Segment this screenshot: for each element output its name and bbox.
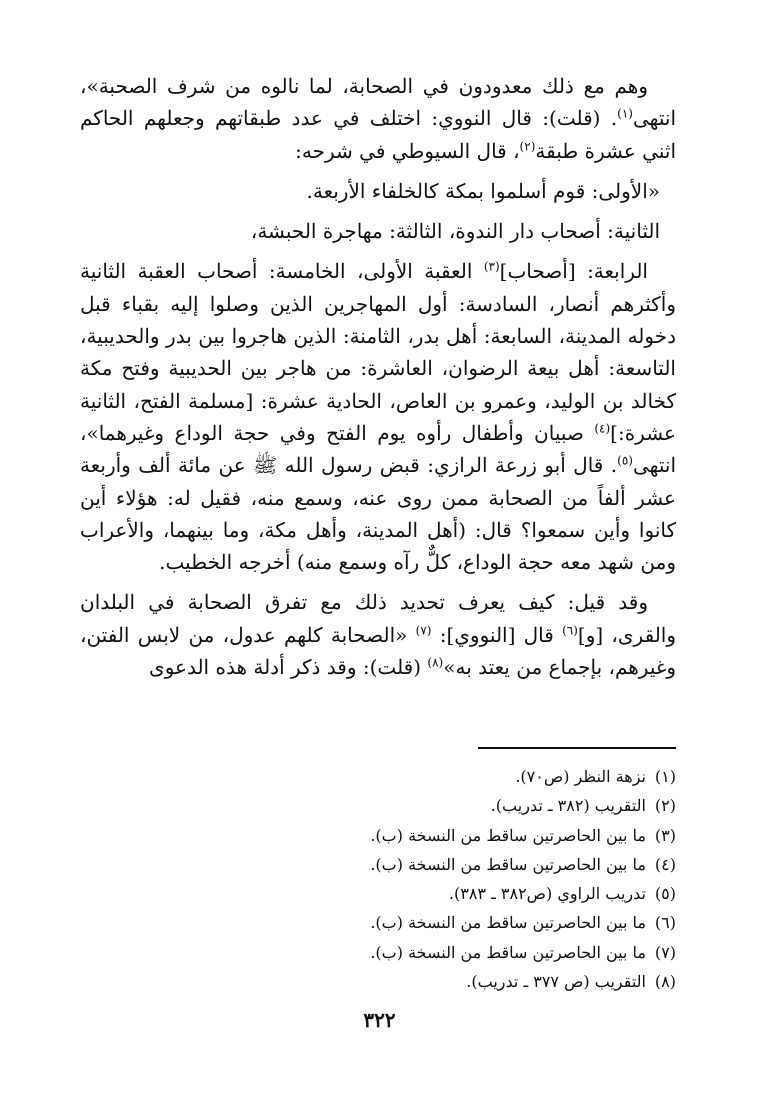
footnote-text: ما بين الحاصرتين ساقط من النسخة (ب). [370, 942, 646, 962]
footnote-item [80, 908, 676, 937]
page-number: ٣٢٢ [363, 1008, 396, 1032]
paragraph [80, 175, 676, 207]
footnote-marker: (٢) [519, 138, 536, 153]
footnote-separator [478, 747, 676, 749]
text-segment: «الأولى: قوم أسلموا بمكة كالخلفاء الأربعة. [306, 178, 660, 203]
footnote-number: (٧) [654, 942, 676, 962]
text-segment: ، قال السيوطي في شرحه: [295, 138, 520, 163]
footnote-text: التقريب (ص ٣٧٧ ـ تدريب). [466, 972, 646, 992]
footnote-number: (٦) [654, 913, 676, 933]
footnote-item [80, 879, 676, 908]
text-segment: الرابعة: [أصحاب] [499, 259, 648, 284]
paragraph [80, 70, 676, 167]
footnote-marker: (٣) [483, 259, 500, 274]
footnote-marker: (٤) [594, 421, 611, 436]
text-segment: قال [النووي]: [431, 622, 563, 647]
footnote-marker: (٧) [415, 623, 432, 638]
footnote-text: ما بين الحاصرتين ساقط من النسخة (ب). [370, 913, 646, 933]
footnote-marker: (٥) [617, 453, 633, 468]
text-segment: وقد قيل: كيف يعرف تحديد ذلك مع تفرق الصحابة في البلدان والقرى، [و] [80, 590, 677, 647]
footnote-number: (٨) [654, 972, 676, 992]
footnote-text: ما بين الحاصرتين ساقط من النسخة (ب). [370, 854, 646, 874]
footnote-item [80, 967, 676, 996]
text-segment: . قال أبو زرعة الرازي: قبض رسول الله ﷺ عن مائة ألف وأربعة عشر ألفاً من الصحابة ممن روى عنه، وسمع منه، فقيل له: هؤلاء أين كانوا وأين سمعوا؟ قال: (أهل المدينة، وأهل مكة، وما بينهما، والأعراب ومن شهد معه حجة الوداع، كلٌّ رآه وسمع منه) أخرجه الخطيب. [80, 453, 676, 575]
footnote-text: نزهة النظر (ص٧٠). [515, 767, 646, 786]
footnote-text: تدريب الراوي (ص٣٨٢ ـ ٣٨٣). [448, 884, 646, 904]
footnote-marker: (٦) [562, 623, 578, 638]
footnote-text: ما بين الحاصرتين ساقط من النسخة (ب). [370, 825, 646, 845]
text-segment: «الصحابة كلهم عدول، من لابس الفتن، وغيرهم، بإجماع من يعتد به» [80, 622, 676, 680]
text-segment: (قلت): وقد ذكر أدلة هذه الدعوى [149, 655, 428, 680]
footnotes-list [80, 762, 676, 996]
footnote-marker: (٨) [427, 655, 444, 670]
footnote-number: (٢) [654, 796, 676, 816]
text-segment: صبيان وأطفال رأوه يوم الفتح وفي حجة الوداع وغيرهما»، انتهى [80, 420, 676, 478]
footnote-number: (٥) [654, 884, 676, 904]
text-segment: العقبة الأولى، الخامسة: أصحاب العقبة الثانية وأكثرهم أنصار، السادسة: أول المهاجرين الذين وصلوا إليه بقباء قبل دخوله المدينة، السابعة: أهل بدر، الثامنة: الذين هاجروا بين بدر والحديبية، التاسعة: أهل بيعة الرضوان، العاشرة: من هاجر بين الحديبية وفتح مكة كخالد بن الوليد، وعمرو بن العاص، الحادية عشرة: [مسلمة الفتح، الثانية عشرة:] [80, 259, 676, 445]
text-segment: وهم مع ذلك معدودون في الصحابة، لما نالوه من شرف الصحبة»، انتهى [80, 74, 676, 131]
footnote-item [80, 850, 676, 879]
paragraph [80, 586, 676, 683]
main-text [80, 70, 676, 683]
paragraph [80, 255, 676, 578]
footnote-item [80, 938, 676, 967]
footnote-item [80, 821, 676, 850]
paragraph [80, 215, 676, 247]
text-segment: الثانية: أصحاب دار الندوة، الثالثة: مهاجرة الحبشة، [250, 219, 660, 244]
footnote-number: (٣) [654, 825, 676, 845]
footnote-text: التقريب (٣٨٢ ـ تدريب). [490, 796, 646, 816]
footnote-item [80, 762, 676, 791]
footnote-number: (٤) [654, 854, 676, 874]
footnote-number: (١) [654, 767, 676, 786]
footnote-item [80, 791, 676, 820]
text-segment: . (قلت): قال النووي: اختلف في عدد طبقاتهم وجعلهم الحاكم اثني عشرة طبقة [80, 106, 676, 163]
footnote-marker: (١) [617, 106, 633, 121]
